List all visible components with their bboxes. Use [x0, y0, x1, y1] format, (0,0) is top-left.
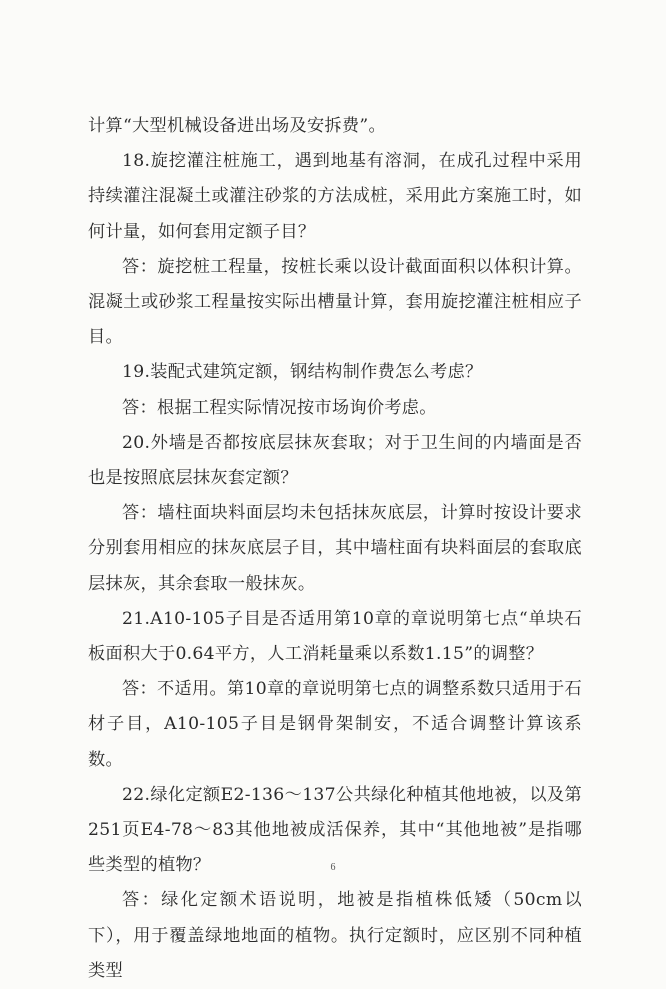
body-text [88, 109, 582, 989]
answer-20: 答：墙柱面块料面层均未包括抹灰底层，计算时按设计要求分别套用相应的抹灰底层子目，其中墙柱面有块料面层的套取底层抹灰，其余套取一般抹灰。 [88, 503, 582, 594]
question-22: 22.绿化定额E2-136～137公共绿化种植其他地被，以及第251页E4-78～83其他地被成活保养，其中“其他地被”是指哪些类型的植物？ [88, 784, 582, 876]
answer-21: 答：不适用。第10章的章说明第七点的调整系数只适用于石材子目，A10-105子目是钢骨架制安，不适合调整计算该系数。 [88, 679, 582, 770]
page-number: 6 [330, 862, 336, 873]
answer-19: 答：根据工程实际情况按市场询价考虑。 [122, 397, 437, 418]
paragraph-continuation: 计算“大型机械设备进出场及安拆费”。 [88, 116, 386, 136]
question-21: 21.A10-105子目是否适用第10章的章说明第七点“单块石板面积大于0.64平方，人工消耗量乘以系数1.15”的调整？ [88, 608, 582, 665]
answer-18: 答：旋挖桩工程量，按桩长乘以设计截面面积以体积计算。混凝土或砂浆工程量按实际出槽量计算，套用旋挖灌注桩相应子目。 [88, 256, 582, 348]
question-19: 19.装配式建筑定额，钢结构制作费怎么考虑？ [122, 362, 483, 383]
question-18: 18.旋挖灌注桩施工，遇到地基有溶洞，在成孔过程中采用持续灌注混凝土或灌注砂浆的方法成桩，采用此方案施工时，如何计量，如何套用定额子目？ [88, 151, 582, 242]
answer-22: 答：绿化定额术语说明，地被是指植株低矮（50cm以下），用于覆盖绿地地面的植物。执行定额时，应区别不同种植类型 [88, 890, 582, 981]
question-20: 20.外墙是否都按底层抹灰套取；对于卫生间的内墙面是否也是按照底层抹灰套定额？ [88, 432, 582, 489]
